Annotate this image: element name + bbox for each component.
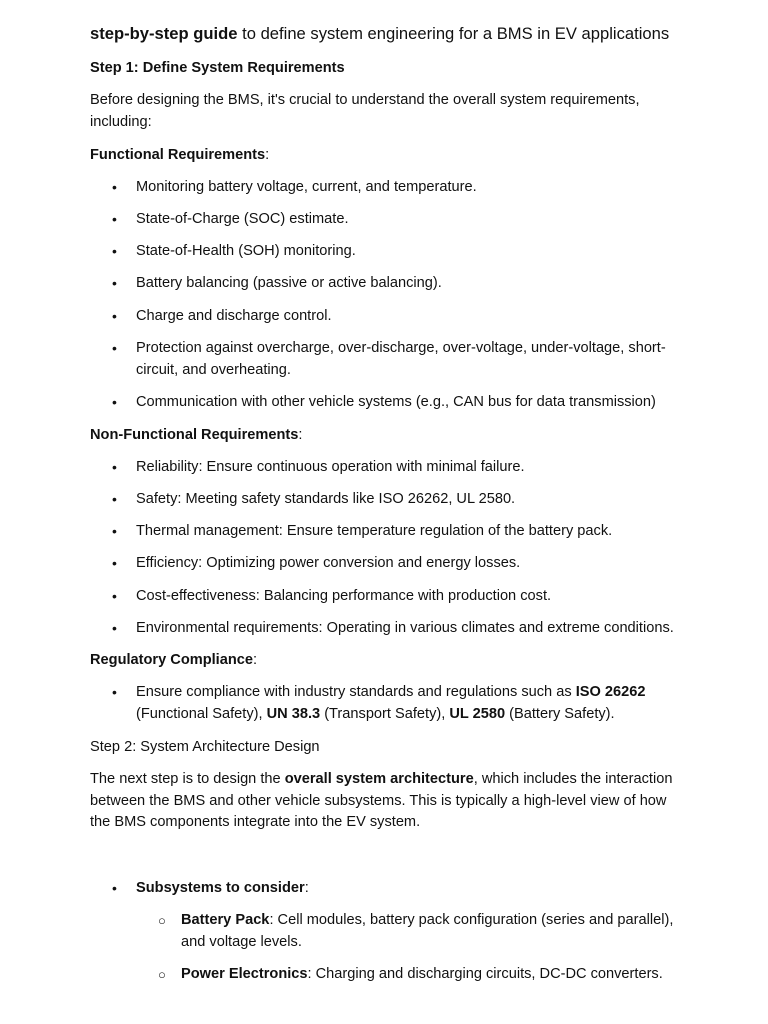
list-item (112, 878, 681, 900)
compliance-text-3: (Transport Safety), (320, 705, 450, 722)
step1-intro: Before designing the BMS, it's crucial to understand the overall system requirements, including: (90, 92, 640, 130)
bullet-icon: • (112, 243, 117, 259)
step2-intro-text-1: The next step is to design the (90, 771, 285, 787)
step2-heading: Step 2: System Architecture Design (90, 739, 320, 755)
list-item-text: State-of-Health (SOH) monitoring. (136, 243, 356, 259)
list-item (112, 553, 681, 575)
list-item (112, 209, 681, 231)
list-item (112, 177, 681, 199)
bullet-icon: • (112, 308, 117, 324)
list-item (112, 306, 681, 328)
subsystem-desc: : Cell modules, battery pack configuration (series and parallel), and voltage levels. (181, 912, 674, 950)
functional-colon: : (265, 147, 270, 163)
bullet-icon: • (112, 684, 117, 700)
bullet-icon: • (112, 275, 117, 291)
list-item-text: Thermal management: Ensure temperature regulation of the battery pack. (136, 523, 613, 539)
list-item (112, 682, 681, 725)
page-title (90, 22, 690, 46)
sublist-item (158, 964, 681, 986)
bullet-icon: • (112, 555, 117, 571)
regulatory-label: Regulatory Compliance (90, 652, 253, 668)
list-item-text: Protection against overcharge, over-discharge, over-voltage, under-voltage, short-circuit, and overheating. (136, 340, 666, 378)
iso-26262-standard: ISO 26262 (575, 684, 646, 700)
bullet-icon: • (112, 394, 117, 410)
list-item-text: Efficiency: Optimizing power conversion and energy losses. (136, 555, 521, 571)
list-item-text: State-of-Charge (SOC) estimate. (136, 211, 349, 227)
title-rest: to define system engineering for a BMS in EV applications (237, 24, 670, 43)
compliance-text-1: Ensure compliance with industry standards and regulations such as (136, 684, 576, 700)
list-item-text: Battery balancing (passive or active balancing). (136, 275, 442, 291)
list-item-text: Charge and discharge control. (136, 308, 332, 324)
list-item-text: Communication with other vehicle systems (e.g., CAN bus for data transmission) (136, 394, 656, 410)
subsystem-name: Power Electronics (181, 966, 308, 982)
list-item (112, 241, 681, 263)
bullet-icon: • (112, 179, 117, 195)
functional-label: Functional Requirements (90, 147, 266, 163)
compliance-text-4: (Battery Safety). (505, 705, 615, 722)
subsystems-label: Subsystems to consider (136, 880, 305, 896)
subsystems-colon: : (304, 880, 309, 896)
list-item (112, 489, 681, 511)
bullet-icon: • (112, 880, 117, 896)
list-item-text: Reliability: Ensure continuous operation with minimal failure. (136, 459, 525, 475)
compliance-text-2: (Functional Safety), (136, 705, 267, 722)
list-item (112, 521, 681, 543)
subsystem-name: Battery Pack (181, 912, 270, 928)
step2-intro-bold: overall system architecture (284, 771, 474, 787)
list-item-text: Safety: Meeting safety standards like ISO 26262, UL 2580. (136, 491, 516, 507)
regulatory-compliance-heading (90, 650, 690, 672)
step1-heading (90, 58, 690, 80)
circle-bullet-icon: ○ (158, 913, 166, 928)
step2-intro-text-2: , which includes the interaction between the BMS and other vehicle subsystems. This is typically a high-level view of how the BMS components integrate into the EV system. (90, 771, 673, 830)
circle-bullet-icon: ○ (158, 967, 166, 982)
bullet-icon: • (112, 523, 117, 539)
bullet-icon: • (112, 491, 117, 507)
functional-requirements-heading (90, 145, 690, 167)
nonfunctional-requirements-heading (90, 425, 690, 447)
nonfunctional-label: Non-Functional Requirements (90, 427, 299, 443)
step2-intro (90, 769, 690, 834)
regulatory-colon: : (253, 652, 258, 668)
sublist-item (158, 910, 681, 953)
title-bold: step-by-step guide (90, 24, 238, 43)
bullet-icon: • (112, 340, 117, 356)
step1-heading-text: Step 1: Define System Requirements (90, 60, 345, 76)
bullet-icon: • (112, 211, 117, 227)
list-item-text: Cost-effectiveness: Balancing performance with production cost. (136, 588, 552, 604)
list-item (112, 338, 681, 381)
list-item (112, 618, 681, 640)
bullet-icon: • (112, 459, 117, 475)
subsystem-desc: : Charging and discharging circuits, DC-DC converters. (307, 966, 663, 982)
list-item-text: Monitoring battery voltage, current, and temperature. (136, 179, 477, 195)
nonfunctional-colon: : (298, 427, 303, 443)
bullet-icon: • (112, 620, 117, 636)
list-item-text: Environmental requirements: Operating in various climates and extreme conditions. (136, 620, 674, 636)
un-38-3-standard: UN 38.3 (266, 705, 321, 722)
ul-2580-standard: UL 2580 (449, 705, 506, 722)
list-item (112, 457, 681, 479)
bullet-icon: • (112, 588, 117, 604)
list-item (112, 586, 681, 608)
list-item (112, 392, 681, 414)
list-item (112, 273, 681, 295)
